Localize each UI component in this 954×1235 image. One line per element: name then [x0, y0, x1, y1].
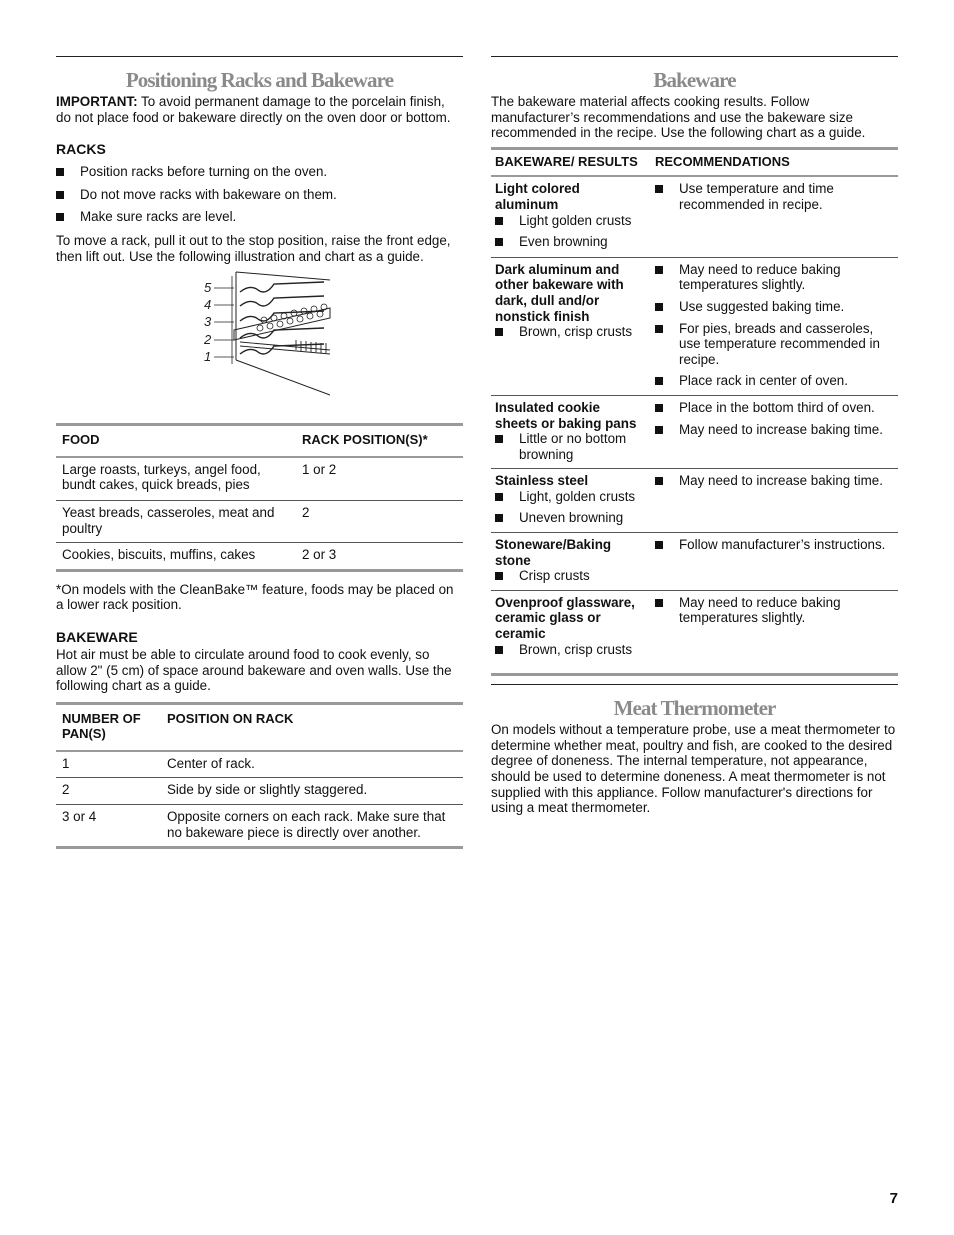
table-row: 2 Side by side or slightly staggered.	[56, 778, 463, 805]
list-item: Little or no bottom browning	[495, 431, 643, 462]
rack-label-2: 2	[204, 332, 212, 348]
pan-position-table	[56, 702, 463, 850]
material-name: Insulated cookie sheets or baking pans	[495, 399, 637, 431]
list-item: Do not move racks with bakeware on them.	[56, 187, 463, 203]
racks-heading: RACKS	[56, 141, 106, 158]
table-row: 1 Center of rack.	[62, 755, 255, 771]
rack-label-1: 1	[204, 349, 212, 365]
bakeware-heading: BAKEWARE	[56, 628, 138, 645]
number-of-pans-header: NUMBER OF PAN(S)	[62, 710, 141, 742]
recommendations-header: RECOMMENDATIONS	[655, 153, 790, 169]
list-item: Follow manufacturer’s instructions.	[655, 537, 894, 553]
bakeware-results-header: BAKEWARE/ RESULTS	[495, 153, 638, 169]
list-item: Use temperature and time recommended in recipe.	[655, 181, 894, 212]
section-title-positioning: Positioning Racks and Bakeware	[125, 68, 394, 92]
rack-illustration	[56, 264, 463, 409]
important-note	[56, 94, 463, 125]
list-item: Even browning	[495, 234, 643, 250]
move-rack-text: To move a rack, pull it out to the stop position, raise the front edge, then lift out. Use the following illustration and chart as a guide.	[56, 232, 451, 264]
rack-label-5: 5	[204, 280, 212, 296]
right-column	[491, 56, 898, 816]
list-item: May need to increase baking time.	[655, 422, 894, 438]
list-item: Light, golden crusts	[495, 489, 643, 505]
material-name: Stoneware/Baking stone	[495, 537, 612, 568]
table-row: 3 or 4 Opposite corners on each rack. Make sure that no bakeware piece is directly over another.	[56, 805, 463, 848]
list-item: Use suggested baking time.	[655, 299, 894, 315]
left-column	[56, 56, 463, 849]
important-text: To avoid permanent damage to the porcelain finish, do not place food or bakeware directly on the oven door or bottom.	[56, 94, 451, 125]
rack-label-4: 4	[204, 297, 212, 313]
material-name: Ovenproof glassware, ceramic glass or ceramic	[495, 594, 635, 642]
bakeware-intro: The bakeware material affects cooking results. Follow manufacturer’s recommendations and use the bakeware size recommended in the recipe. Use the following chart as a guide.	[491, 94, 866, 141]
table-row	[491, 395, 898, 468]
list-item: For pies, breads and casseroles, use temperature recommended in recipe.	[655, 321, 894, 368]
list-item: Light golden crusts	[495, 213, 643, 229]
position-on-rack-header: POSITION ON RACK	[167, 710, 294, 726]
oven-rack-diagram	[200, 270, 390, 405]
list-item: May need to increase baking time.	[655, 473, 894, 489]
list-item: Place in the bottom third of oven.	[655, 400, 894, 416]
divider	[491, 684, 898, 685]
cleanbake-footnote: *On models with the CleanBake™ feature, foods may be placed on a lower rack position.	[56, 581, 454, 613]
meat-thermometer-text: On models without a temperature probe, use a meat thermometer to determine whether meat, poultry and fish, are cooked to the desired degree of doneness. The internal temperature, not appearance, should be used to determine doneness. A meat thermometer is not supplied with this appliance. Follow manufacturer's directions for using a meat thermometer.	[491, 722, 896, 816]
table-row: Large roasts, turkeys, angel food, bundt cakes, quick breads, pies 1 or 2	[62, 461, 337, 493]
rack-label-3: 3	[204, 314, 212, 330]
list-item: Place rack in center of oven.	[655, 373, 894, 389]
list-item: Position racks before turning on the oven.	[56, 164, 463, 180]
table-row	[491, 176, 898, 257]
top-rule	[491, 56, 898, 57]
bakeware-table	[491, 147, 898, 676]
material-name: Stainless steel	[495, 473, 589, 489]
list-item: Make sure racks are level.	[56, 209, 463, 225]
racks-list	[56, 164, 463, 225]
section-title-meat-thermometer: Meat Thermometer	[613, 696, 776, 721]
material-name: Light colored aluminum	[495, 181, 580, 212]
food-header: FOOD	[62, 432, 100, 448]
list-item: Brown, crisp crusts	[495, 642, 643, 658]
table-row	[491, 533, 898, 591]
section-title-bakeware: Bakeware	[653, 68, 736, 92]
rack-position-header: RACK POSITION(S)*	[302, 432, 428, 448]
top-rule	[56, 56, 463, 57]
table-row: Yeast breads, casseroles, meat and poultry 2	[56, 500, 463, 542]
table-row	[491, 590, 898, 674]
table-row	[491, 469, 898, 533]
important-label: IMPORTANT:	[56, 94, 138, 109]
table-row: Cookies, biscuits, muffins, cakes 2 or 3	[56, 543, 463, 571]
list-item: Crisp crusts	[495, 568, 643, 584]
table-row	[491, 257, 898, 395]
list-item: May need to reduce baking temperatures slightly.	[655, 262, 894, 293]
list-item: Brown, crisp crusts	[495, 324, 643, 340]
bakeware-text: Hot air must be able to circulate around food to cook evenly, so allow 2" (5 cm) of space around bakeware and oven walls. Use the following chart as a guide.	[56, 646, 452, 694]
list-item: May need to reduce baking temperatures slightly.	[655, 595, 894, 626]
page-number: 7	[889, 1190, 898, 1207]
list-item: Uneven browning	[495, 510, 643, 526]
food-rack-table	[56, 423, 463, 572]
material-name: Dark aluminum and other bakeware with dark, dull and/or nonstick finish	[495, 261, 624, 324]
